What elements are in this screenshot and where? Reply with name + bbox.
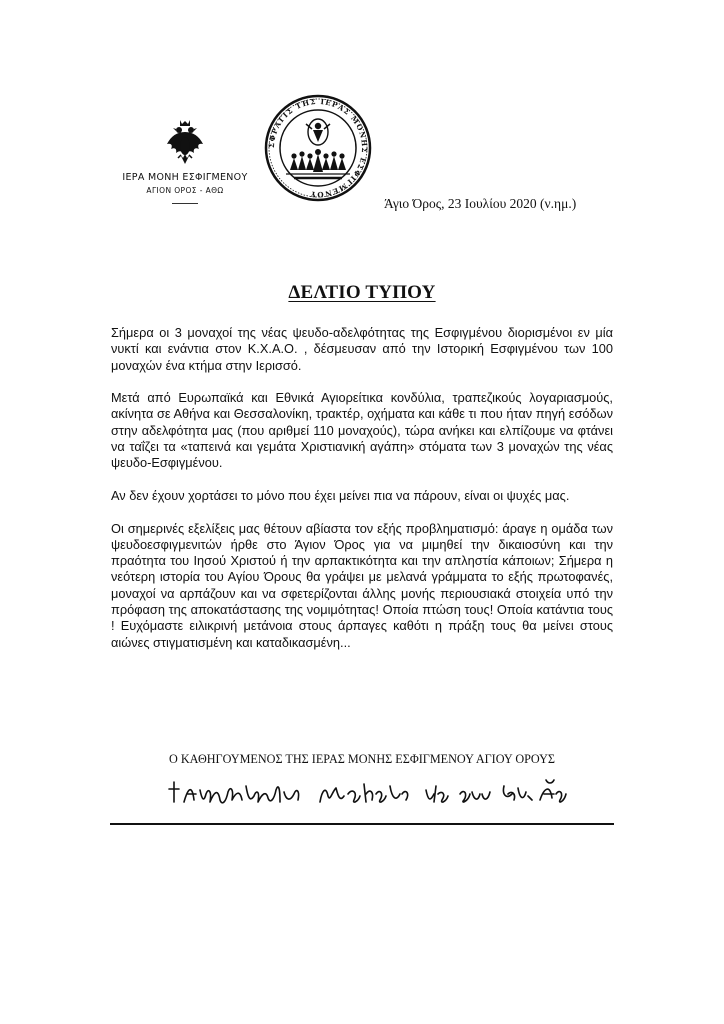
monastery-emblem <box>110 118 260 204</box>
press-release-body <box>111 325 613 667</box>
double-headed-eagle-icon <box>165 118 205 168</box>
monastery-seal-icon <box>264 94 372 202</box>
monastery-name: ΙΕΡΑ ΜΟΝΗ ΕΣΦΙΓΜΕΝΟΥ <box>122 172 248 183</box>
footer-divider <box>110 823 614 825</box>
document-date: Άγιο Όρος, 23 Ιουλίου 2020 (ν.ημ.) <box>384 196 577 211</box>
monastery-location: ΑΓΙΟΝ ΟΡΟΣ - ΑΘΩ <box>146 186 224 195</box>
paragraph-3: Αν δεν έχουν χορτάσει το μόνο που έχει μείνει πια να πάρουν, είναι οι ψυχές μας. <box>111 487 570 503</box>
seal-legend: ΣΦΡΑΓΙΣ ΤΗΣ ΙΕΡΑΣ ΜΟΝΗΣ ΕΣΦΙΓΜΕΝΟΥ <box>266 96 370 200</box>
handwritten-signature <box>168 772 568 816</box>
abbot-title: Ο ΚΑΘΗΓΟΥΜΕΝΟΣ ΤΗΣ ΙΕΡΑΣ ΜΟΝΗΣ ΕΣΦΙΓΜΕΝΟΥ ΑΓΙΟΥ ΟΡΟΥΣ <box>169 752 555 766</box>
emblem-divider <box>172 203 198 204</box>
svg-text:ΣΦΡΑΓΙΣ ΤΗΣ ΙΕΡΑΣ ΜΟΝΗΣ ΕΣΦΙΓΜ <box>267 97 369 199</box>
paragraph-2: Μετά από Ευρωπαϊκά και Εθνικά Αγιορείτικα κονδύλια, τραπεζικούς λογαριασμούς, ακίνητα σε Αθήνα και Θεσσαλονίκη, τρακτέρ, οχήματα και κάθε τι που ήταν πηγή εσόδων στην αδελφότητα μας (που αριθμεί 110 μοναχούς), τώρα ανήκει και ελπίζουμε να φτάνει να ταΐζει τα «ταπεινά και γεμάτα Χριστιανική αγάπη» στόματα των 3 μοναχών της νέας ψευδο-Εσφιγμένου. <box>111 390 613 471</box>
paragraph-1: Σήμερα οι 3 μοναχοί της νέας ψευδο-αδελφότητας της Εσφιγμένου διορισμένοι εν μία νυκτί και ενάντια στον Κ.Χ.Α.Ο. , δέσμευσαν από την Ιστορική Εσφιγμένου των 100 μοναχών ένα κτήμα στην Ιερισσό. <box>111 325 613 373</box>
page-title: ΔΕΛΤΙΟ ΤΥΠΟΥ <box>288 282 436 303</box>
paragraph-4: Οι σημερινές εξελίξεις μας θέτουν αβίαστα τον εξής προβληματισμό: άραγε η ομάδα των ψευδοεσφιγμενιτών ήρθε στο Άγιον Όρος για να μιμηθεί την δικαιοσύνη και την πραότητα του Ιησού Χριστού ή την αρπακτικότητα και την απληστία κάποιων; Σήμερα η νεότερη ιστορία του Αγίου Όρους θα γράψει με μελανά γράμματα το εξής πρωτοφανές, μοναχοί να αρπάζουν και να σφετερίζονται άλλης μονής περιουσιακά στοιχεία υπό την πρόφαση της αποκατάστασης της νομιμότητας! Οποία πτώση τους! Οποία κατάντια τους ! Ευχόμαστε ειλικρινή μετάνοια στους άρπαγες καθότι η πράξη τους θα μείνει στους αιώνες στιγματισμένη και καταδικασμένη... <box>111 520 613 650</box>
